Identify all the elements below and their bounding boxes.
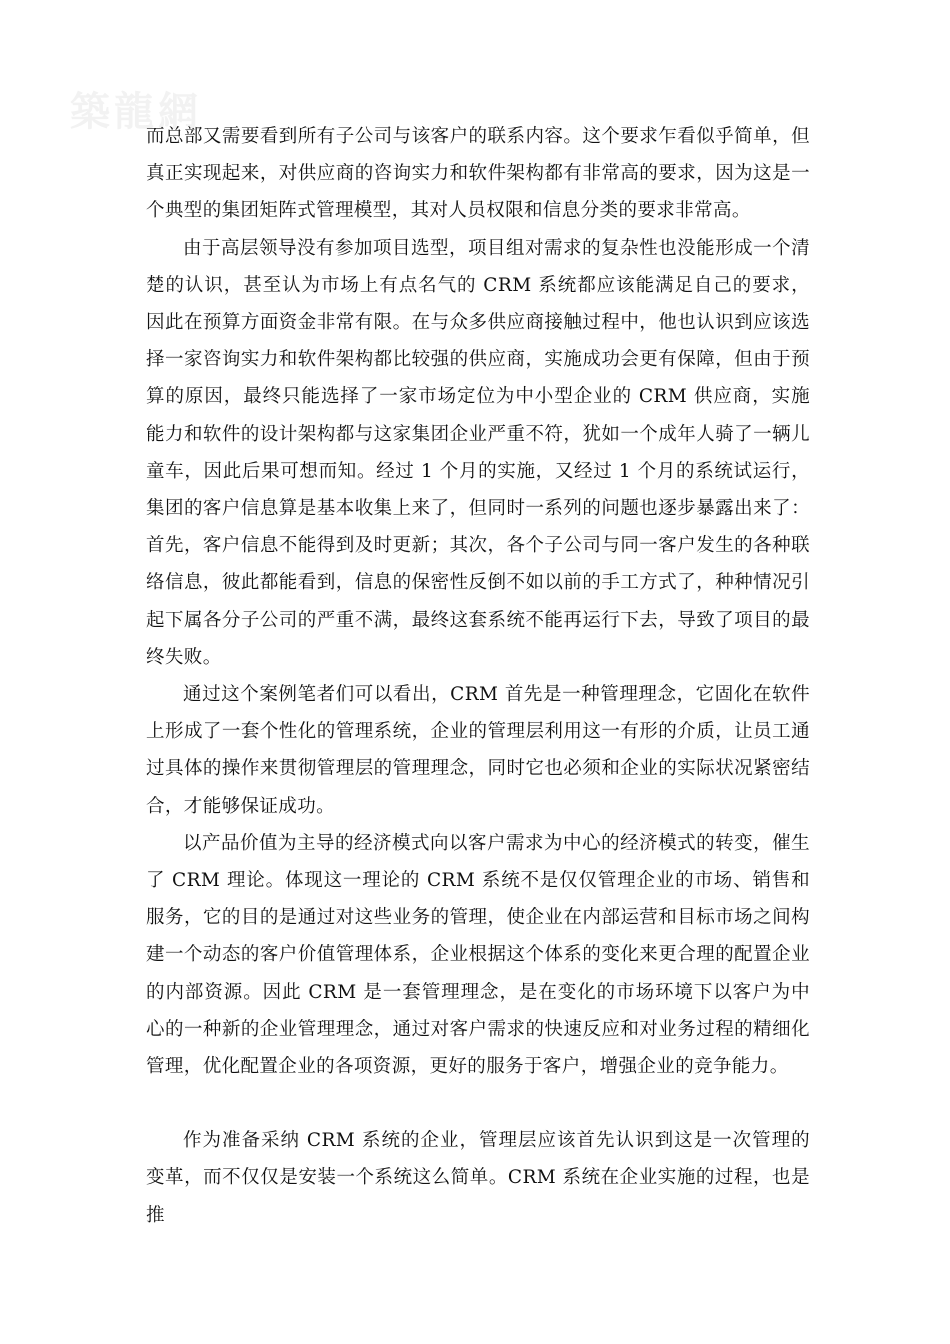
paragraph-spacer: [146, 1085, 810, 1122]
document-page: [146, 118, 810, 1234]
paragraph-4: 以产品价值为主导的经济模式向以客户需求为中心的经济模式的转变，催生了 CRM 理论。体现这一理论的 CRM 系统不是仅仅管理企业的市场、销售和服务，它的目的是通过对这些业务的管理，使企业在内部运营和目标市场之间构建一个动态的客户价值管理体系，企业根据这个体系的变化来更合理的配置企业的内部资源。因此 CRM 是一套管理理念，是在变化的市场环境下以客户为中心的一种新的企业管理理念，通过对客户需求的快速反应和对业务过程的精细化管理，优化配置企业的各项资源，更好的服务于客户，增强企业的竞争能力。: [146, 832, 810, 1078]
paragraph-1: 而总部又需要看到所有子公司与该客户的联系内容。这个要求乍看似乎简单，但真正实现起来，对供应商的咨询实力和软件架构都有非常高的要求，因为这是一个典型的集团矩阵式管理模型，其对人员权限和信息分类的要求非常高。: [146, 126, 810, 222]
paragraph-2: 由于高层领导没有参加项目选型，项目组对需求的复杂性也没能形成一个清楚的认识，甚至认为市场上有点名气的 CRM 系统都应该能满足自己的要求，因此在预算方面资金非常有限。在与众多供应商接触过程中，他也认识到应该选择一家咨询实力和软件架构都比较强的供应商，实施成功会更有保障，但由于预算的原因，最终只能选择了一家市场定位为中小型企业的 CRM 供应商，实施能力和软件的设计架构都与这家集团企业严重不符，犹如一个成年人骑了一辆儿童车，因此后果可想而知。经过 1 个月的实施，又经过 1 个月的系统试运行，集团的客户信息算是基本收集上来了，但同时一系列的问题也逐步暴露出来了：首先，客户信息不能得到及时更新；其次，各个子公司与同一客户发生的各种联络信息，彼此都能看到，信息的保密性反倒不如以前的手工方式了，种种情况引起下属各分子公司的严重不满，最终这套系统不能再运行下去，导致了项目的最终失败。: [146, 237, 810, 668]
paragraph-5: 作为准备采纳 CRM 系统的企业，管理层应该首先认识到这是一次管理的变革，而不仅仅是安装一个系统这么简单。CRM 系统在企业实施的过程，也是推: [146, 1130, 810, 1226]
watermark-logo: 築龍網: [70, 88, 202, 135]
paragraph-3: 通过这个案例笔者们可以看出，CRM 首先是一种管理理念，它固化在软件上形成了一套个性化的管理系统，企业的管理层利用这一有形的介质，让员工通过具体的操作来贯彻管理层的管理理念，同时它也必须和企业的实际状况紧密结合，才能够保证成功。: [146, 684, 810, 817]
